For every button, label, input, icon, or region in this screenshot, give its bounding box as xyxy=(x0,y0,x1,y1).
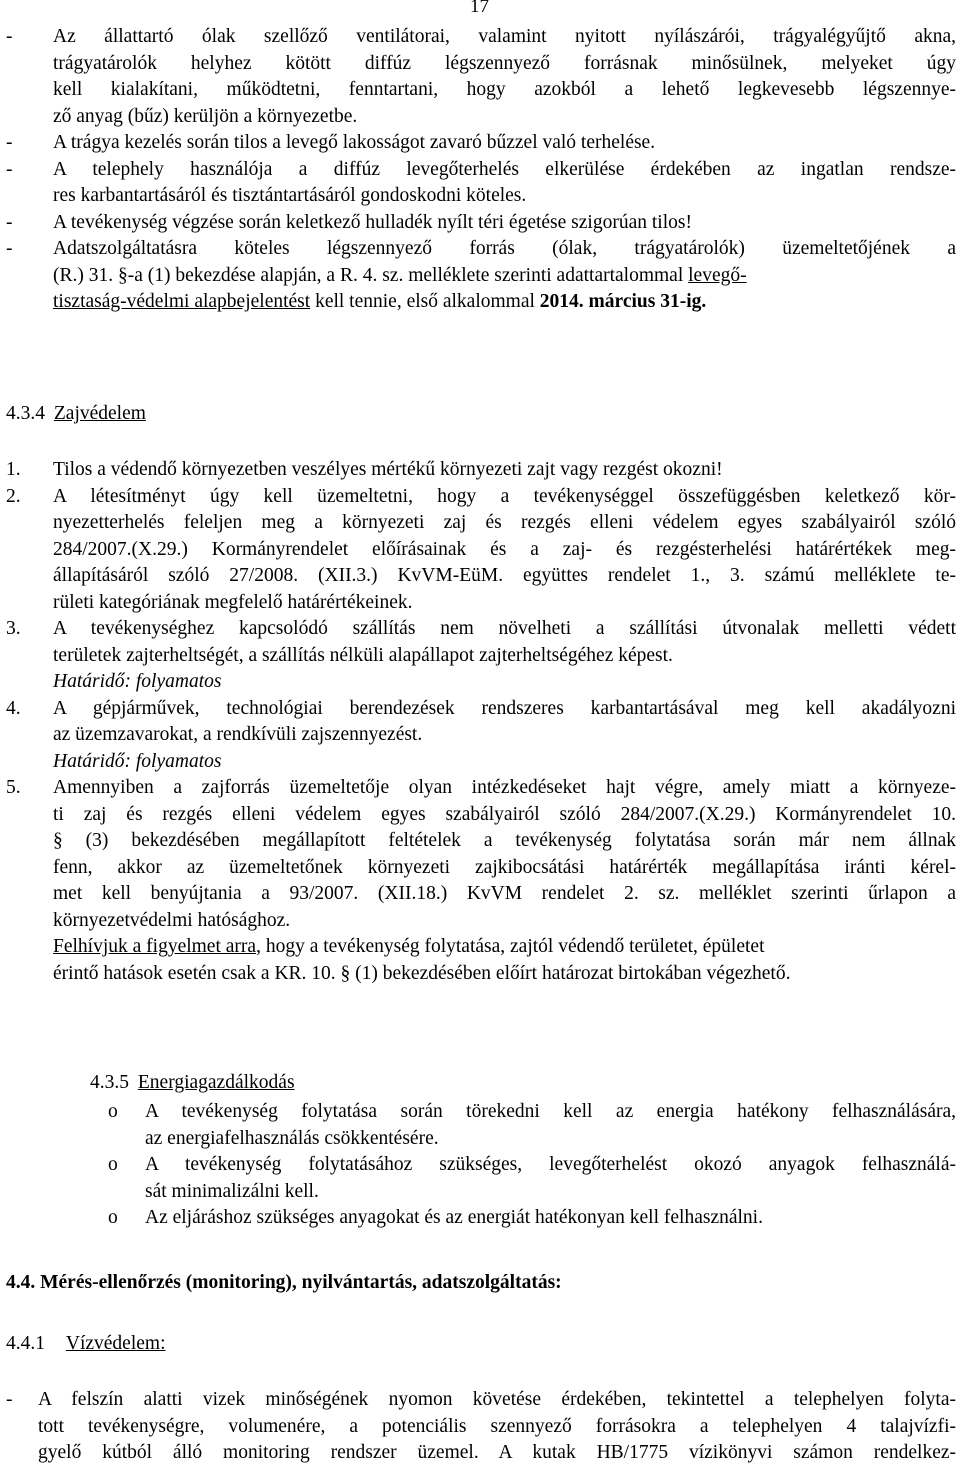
list-line: fenn, akkor az üzemeltetőnek környezeti zajkibocsátási határérték megállapítása iránti kérel- xyxy=(53,856,956,878)
list-line: sát minimalizálni kell. xyxy=(145,1180,319,1202)
list-line: gyelő kútból álló monitoring rendszer üzemel. A kutak HB/1775 vízikönyvi számon rendelkez- xyxy=(38,1442,956,1463)
section-heading-441 xyxy=(6,1331,166,1358)
list-item xyxy=(0,210,960,237)
list-line: A létesítményt úgy kell üzemeltetni, hogy a tevékenységgel összefüggésben keletkező kör- xyxy=(53,485,956,507)
list-line: kell kialakítani, működtetni, fenntartani, hogy azokból a lehető legkevesebb légszennye- xyxy=(53,79,956,100)
list-line: trágyatárolók helyhez kötött diffúz légszennyező forrásnak minősülnek, melyeket úgy xyxy=(53,52,956,74)
noise-list xyxy=(0,457,960,987)
list-line: Adatszolgáltatásra köteles légszennyező forrás (ólak, trágyatárolók) üzemeltetőjének a xyxy=(53,238,956,259)
section-title: Vízvédelem: xyxy=(65,1333,166,1354)
deadline-text: Határidő: folyamatos xyxy=(53,750,222,772)
list-line: Az eljáráshoz szükséges anyagokat és az energiát hatékonyan kell felhasználni. xyxy=(145,1207,763,1228)
list-line: Amennyiben a zajforrás üzemeltetője olyan intézkedéseket hajt végre, amely miatt a környeze- xyxy=(53,777,956,798)
list-item xyxy=(0,616,960,643)
list-line: , hogy a tevékenység folytatása, zajtól védendő területet, épületet xyxy=(256,936,765,957)
list-item xyxy=(0,457,960,484)
list-line: érintő hatások esetén csak a KR. 10. § (1) bekezdésében előírt határozat birtokában végezhető. xyxy=(53,962,791,984)
list-line: területek zajterheltségét, a szállítás nélküli alapállapot zajterheltségéhez képest. xyxy=(53,644,673,666)
list-line: met kell benyújtania a 93/2007. (XII.18.) KvVM rendelet 2. sz. melléklet szerinti űrlapon a xyxy=(53,883,956,904)
section-number: 4.3.4 xyxy=(6,403,45,424)
section-heading-435 xyxy=(90,1070,295,1097)
list-marker: 5. xyxy=(6,777,21,798)
list-item xyxy=(0,1387,960,1414)
section-number: 4.3.5 xyxy=(90,1072,129,1093)
deadline-text: Határidő: folyamatos xyxy=(53,671,222,692)
section-title: Zajvédelem xyxy=(53,403,146,424)
section-heading-44: 4.4. Mérés-ellenőrzés (monitoring), nyilvántartás, adatszolgáltatás: xyxy=(6,1272,562,1293)
underlined-text: tisztaság-védelmi alapbejelentést xyxy=(53,291,311,312)
list-line: res karbantartásáról és tisztántartásáról gondoskodni köteles. xyxy=(53,185,527,206)
list-line: (R.) 31. §-a (1) bekezdése alapján, a R. 4. sz. melléklete szerinti adattartalommal xyxy=(53,264,689,286)
list-line: az üzemzavarokat, a rendkívüli zajszennyezést. xyxy=(53,724,423,745)
list-item xyxy=(0,1205,960,1232)
list-line: A gépjárművek, technológiai berendezések rendszeres karbantartásával meg kell akadályozni xyxy=(53,697,956,719)
list-line: A tevékenység folytatása során törekedni kell az energia hatékony felhasználására, xyxy=(145,1101,956,1122)
underlined-text: levegő- xyxy=(688,264,747,286)
list-marker: - xyxy=(6,132,13,153)
section-title: Energiagazdálkodás xyxy=(137,1072,295,1093)
underlined-text: Felhívjuk a figyelmet arra xyxy=(53,936,257,957)
section-heading-434 xyxy=(6,401,146,428)
list-line: ző anyag (bűz) kerüljön a környezetbe. xyxy=(53,105,358,127)
list-marker: o xyxy=(108,1101,118,1122)
list-item xyxy=(0,24,960,51)
water-list xyxy=(0,1387,960,1467)
list-line: A trágya kezelés során tilos a levegő lakosságot zavaró bűzzel való terhelése. xyxy=(53,132,656,153)
list-marker: - xyxy=(6,211,13,233)
top-list xyxy=(0,24,960,316)
list-item xyxy=(0,775,960,802)
list-line: tott tevékenységre, volumenére, a potenciális szennyező forrásokra a telephelyen 4 talajvízfi- xyxy=(38,1415,956,1437)
list-marker: 4. xyxy=(6,697,21,719)
list-item xyxy=(0,1099,960,1126)
list-line: A telephely használója a diffúz levegőterhelés elkerülése érdekében az ingatlan rendsze- xyxy=(53,158,956,180)
list-marker: o xyxy=(108,1207,118,1228)
list-marker: 3. xyxy=(6,618,21,639)
page-number: 17 xyxy=(470,0,489,17)
list-line: nyezetterhelés feleljen meg a környezeti zaj és rezgés elleni védelem egyes szabályairól szóló xyxy=(53,512,956,533)
list-marker: - xyxy=(6,158,13,180)
list-item xyxy=(0,484,960,511)
list-line: Tilos a védendő környezetben veszélyes mértékű környezeti zajt vagy rezgést okozni! xyxy=(53,459,723,480)
list-line: az energiafelhasználás csökkentésére. xyxy=(145,1127,439,1149)
list-line: A tevékenység végzése során keletkező hulladék nyílt téri égetése szigorúan tilos! xyxy=(53,211,692,233)
list-line: állapításáról szóló 27/2008. (XII.3.) KvVM-EüM. együttes rendelet 1., 3. számú melléklete te- xyxy=(53,565,956,586)
list-item xyxy=(0,130,960,157)
energy-list xyxy=(0,1099,960,1232)
list-marker: - xyxy=(6,238,13,259)
list-item xyxy=(0,236,960,263)
list-line: A felszín alatti vizek minőségének nyomon követése érdekében, tekintettel a telephelyen folyta- xyxy=(38,1389,956,1410)
list-item xyxy=(0,1152,960,1179)
list-line: § (3) bekezdésében megállapított feltételek a tevékenység folytatása során már nem állnak xyxy=(53,830,956,851)
list-marker: - xyxy=(6,26,13,47)
list-line: környezetvédelmi hatósághoz. xyxy=(53,909,291,931)
list-line: kell tennie, első alkalommal xyxy=(310,291,540,312)
section-number: 4.4.1 xyxy=(6,1333,45,1354)
list-line: 284/2007.(X.29.) Kormányrendelet előírásainak és a zaj- és rezgésterhelési határértékek meg- xyxy=(53,538,956,560)
list-marker: - xyxy=(6,1389,13,1410)
list-item xyxy=(0,157,960,184)
list-line: ti zaj és rezgés elleni védelem egyes szabályairól szóló 284/2007.(X.29.) Kormányrendelet 10. xyxy=(53,803,956,825)
list-item xyxy=(0,696,960,723)
list-marker: o xyxy=(108,1154,118,1175)
list-line: rületi kategóriának megfelelő határértékeinek. xyxy=(53,591,413,613)
list-line: A tevékenységhez kapcsolódó szállítás nem növelheti a szállítási útvonalak melletti védett xyxy=(53,618,956,639)
list-marker: 1. xyxy=(6,459,21,480)
list-marker: 2. xyxy=(6,485,21,507)
deadline-date: 2014. március 31-ig. xyxy=(539,291,707,312)
list-line: A tevékenység folytatásához szükséges, levegőterhelést okozó anyagok felhasználá- xyxy=(145,1154,956,1175)
list-line: Az állattartó ólak szellőző ventilátorai, valamint nyitott nyílászárói, trágyalégyűjtő akna, xyxy=(53,26,956,47)
